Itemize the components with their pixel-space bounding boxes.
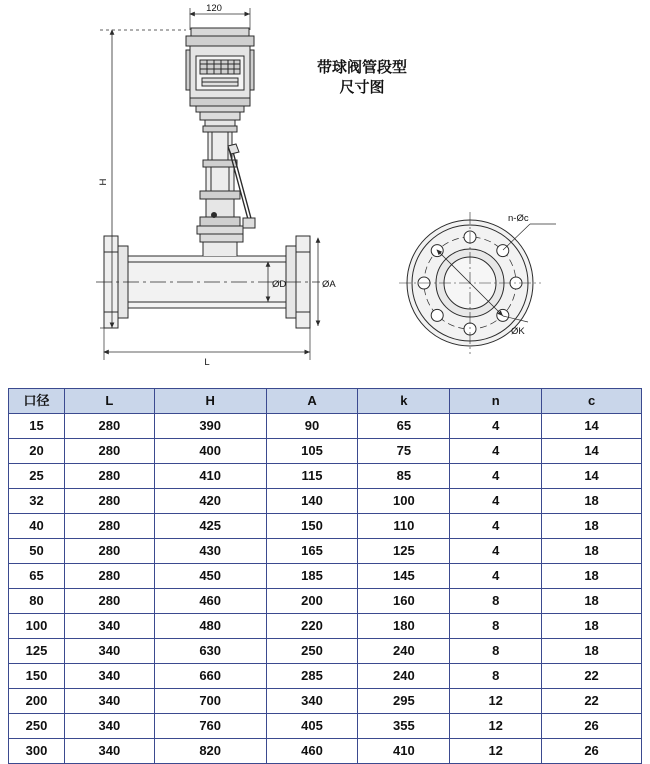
table-cell: 65 <box>9 564 65 589</box>
table-cell: 14 <box>542 414 642 439</box>
table-cell: 22 <box>542 664 642 689</box>
table-cell: 200 <box>266 589 358 614</box>
table-cell: 4 <box>450 539 542 564</box>
table-cell: 115 <box>266 464 358 489</box>
table-row <box>9 564 642 589</box>
table-cell: 405 <box>266 714 358 739</box>
column-header: k <box>358 389 450 414</box>
table-cell: 460 <box>154 589 266 614</box>
table-cell: 18 <box>542 614 642 639</box>
table-cell: 660 <box>154 664 266 689</box>
label-bolt-holes: n-Øc <box>508 213 529 224</box>
dimension-spec-table <box>8 388 642 764</box>
table-cell: 15 <box>9 414 65 439</box>
table-header-row <box>9 389 642 414</box>
column-header: A <box>266 389 358 414</box>
table-cell: 100 <box>9 614 65 639</box>
table-cell: 8 <box>450 664 542 689</box>
table-cell: 630 <box>154 639 266 664</box>
table-cell: 340 <box>266 689 358 714</box>
table-cell: 420 <box>154 489 266 514</box>
table-cell: 14 <box>542 439 642 464</box>
column-header: n <box>450 389 542 414</box>
table-cell: 820 <box>154 739 266 764</box>
table-cell: 340 <box>64 739 154 764</box>
table-cell: 80 <box>9 589 65 614</box>
table-cell: 240 <box>358 639 450 664</box>
table-cell: 480 <box>154 614 266 639</box>
table-cell: 8 <box>450 589 542 614</box>
table-cell: 26 <box>542 739 642 764</box>
table-cell: 26 <box>542 714 642 739</box>
table-cell: 145 <box>358 564 450 589</box>
table-cell: 285 <box>266 664 358 689</box>
table-cell: 340 <box>64 714 154 739</box>
column-header: L <box>64 389 154 414</box>
table-cell: 4 <box>450 439 542 464</box>
table-cell: 200 <box>9 689 65 714</box>
table-cell: 280 <box>64 414 154 439</box>
table-cell: 4 <box>450 514 542 539</box>
table-cell: 160 <box>358 589 450 614</box>
table-cell: 18 <box>542 514 642 539</box>
table-cell: 295 <box>358 689 450 714</box>
table-cell: 280 <box>64 514 154 539</box>
table-cell: 12 <box>450 739 542 764</box>
table-cell: 280 <box>64 464 154 489</box>
table-cell: 280 <box>64 439 154 464</box>
table-cell: 12 <box>450 714 542 739</box>
column-header: c <box>542 389 642 414</box>
table-row <box>9 539 642 564</box>
transmitter-housing <box>186 28 254 112</box>
table-row <box>9 614 642 639</box>
dimension-drawing-svg <box>0 0 650 380</box>
table-cell: 85 <box>358 464 450 489</box>
table-cell: 460 <box>266 739 358 764</box>
table-cell: 760 <box>154 714 266 739</box>
table-cell: 140 <box>266 489 358 514</box>
dim-label-L: L <box>204 357 210 368</box>
table-cell: 300 <box>9 739 65 764</box>
table-cell: 280 <box>64 539 154 564</box>
table-cell: 340 <box>64 689 154 714</box>
table-cell: 8 <box>450 639 542 664</box>
table-cell: 280 <box>64 589 154 614</box>
table-row <box>9 589 642 614</box>
table-cell: 410 <box>358 739 450 764</box>
table-cell: 18 <box>542 589 642 614</box>
table-row <box>9 489 642 514</box>
table-cell: 340 <box>64 614 154 639</box>
table-cell: 4 <box>450 464 542 489</box>
table-cell: 425 <box>154 514 266 539</box>
table-cell: 25 <box>9 464 65 489</box>
table-cell: 110 <box>358 514 450 539</box>
pipe-body <box>128 234 286 308</box>
table-row <box>9 514 642 539</box>
table-cell: 125 <box>9 639 65 664</box>
table-cell: 4 <box>450 489 542 514</box>
table-cell: 90 <box>266 414 358 439</box>
table-cell: 105 <box>266 439 358 464</box>
table-cell: 450 <box>154 564 266 589</box>
flange-face-view <box>399 212 556 354</box>
table-cell: 250 <box>9 714 65 739</box>
table-row <box>9 689 642 714</box>
table-cell: 165 <box>266 539 358 564</box>
table-row <box>9 639 642 664</box>
table-body <box>9 414 642 764</box>
label-diameter-K: ØK <box>511 326 525 337</box>
table-row <box>9 714 642 739</box>
table-cell: 75 <box>358 439 450 464</box>
table-cell: 430 <box>154 539 266 564</box>
table-cell: 12 <box>450 689 542 714</box>
column-header: H <box>154 389 266 414</box>
dim-L <box>104 328 310 360</box>
table-cell: 100 <box>358 489 450 514</box>
spec-table-container <box>8 388 642 764</box>
table-row <box>9 439 642 464</box>
table-cell: 410 <box>154 464 266 489</box>
table-cell: 185 <box>266 564 358 589</box>
table-cell: 220 <box>266 614 358 639</box>
table-cell: 50 <box>9 539 65 564</box>
table-cell: 4 <box>450 414 542 439</box>
dim-label-H: H <box>98 178 109 186</box>
table-cell: 340 <box>64 664 154 689</box>
table-cell: 32 <box>9 489 65 514</box>
table-cell: 250 <box>266 639 358 664</box>
table-cell: 40 <box>9 514 65 539</box>
table-cell: 125 <box>358 539 450 564</box>
drawing-title-line1: 带球阀管段型 <box>316 59 407 76</box>
table-cell: 390 <box>154 414 266 439</box>
table-cell: 700 <box>154 689 266 714</box>
column-header: 口径 <box>9 389 65 414</box>
table-cell: 18 <box>542 489 642 514</box>
table-row <box>9 664 642 689</box>
table-cell: 8 <box>450 614 542 639</box>
dimension-drawing <box>0 0 650 380</box>
table-cell: 180 <box>358 614 450 639</box>
table-cell: 280 <box>64 489 154 514</box>
table-row <box>9 739 642 764</box>
table-row <box>9 414 642 439</box>
table-cell: 65 <box>358 414 450 439</box>
table-cell: 18 <box>542 639 642 664</box>
table-cell: 150 <box>266 514 358 539</box>
table-cell: 400 <box>154 439 266 464</box>
table-cell: 18 <box>542 539 642 564</box>
table-cell: 4 <box>450 564 542 589</box>
table-cell: 18 <box>542 564 642 589</box>
table-cell: 280 <box>64 564 154 589</box>
drawing-title-line2: 尺寸图 <box>339 79 385 96</box>
table-cell: 355 <box>358 714 450 739</box>
drawing-title <box>282 58 442 98</box>
table-cell: 340 <box>64 639 154 664</box>
table-cell: 14 <box>542 464 642 489</box>
table-cell: 150 <box>9 664 65 689</box>
table-cell: 240 <box>358 664 450 689</box>
table-cell: 22 <box>542 689 642 714</box>
dim-label-diameter-A: ØA <box>322 279 336 290</box>
dim-label-diameter-D: ØD <box>272 279 287 290</box>
dim-label-120: 120 <box>206 3 222 14</box>
table-row <box>9 464 642 489</box>
table-cell: 20 <box>9 439 65 464</box>
